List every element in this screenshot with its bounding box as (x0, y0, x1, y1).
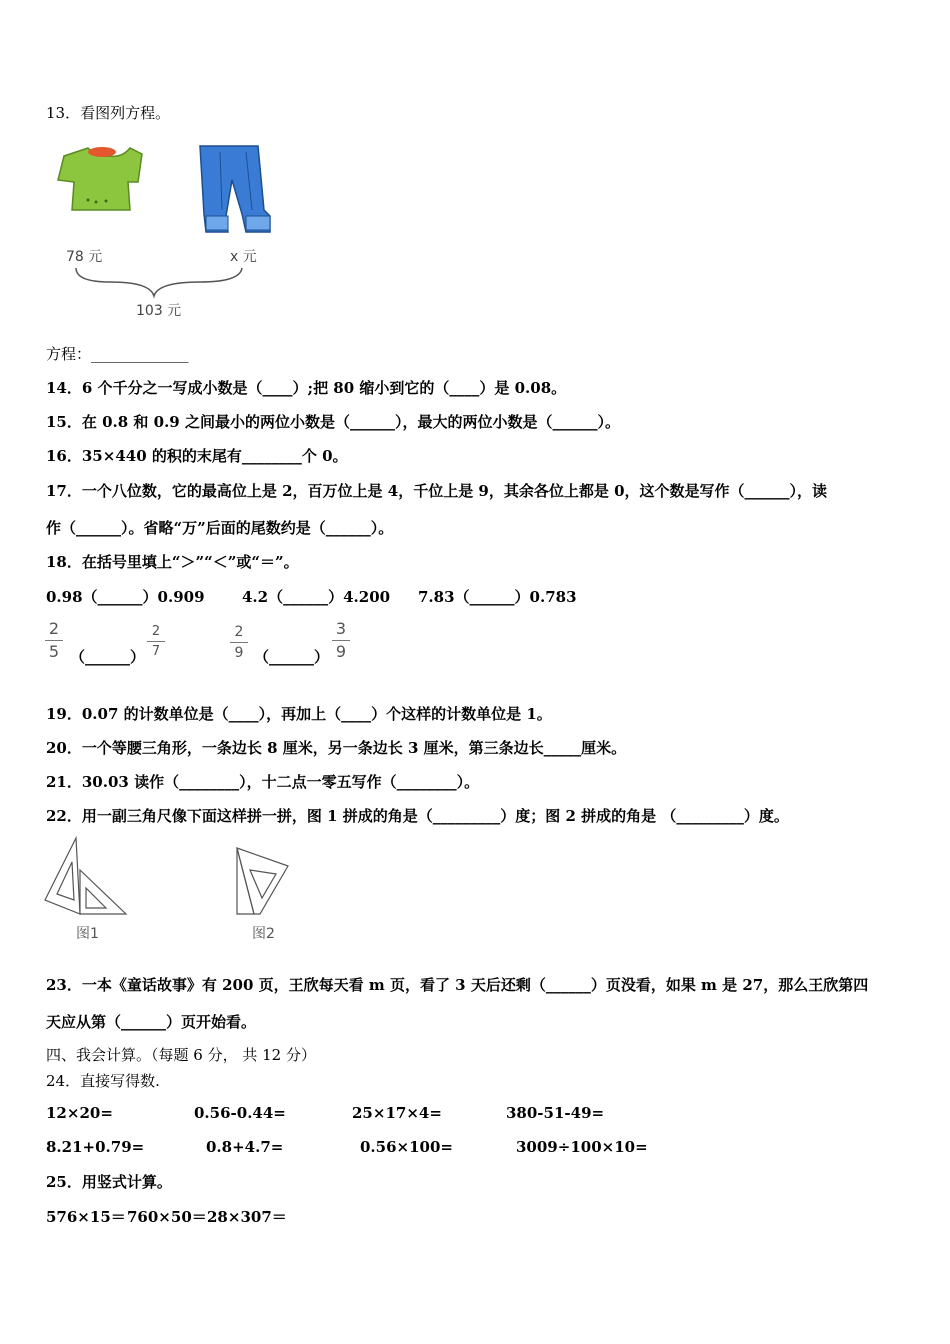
q19: 19．0.07 的计数单位是（____），再加上（____）个这样的计数单位是 1。 (46, 705, 552, 723)
q13-title: 13．看图列方程。 (46, 104, 171, 122)
numerator: 2 (234, 624, 244, 640)
q18-compare-2: 4.2（______）4.200 (242, 588, 391, 606)
pants-image (200, 146, 270, 232)
q13-figure (50, 140, 280, 330)
q21: 21．30.03 读作（________），十二点一零五写作（________）。 (46, 773, 480, 791)
denominator: 9 (335, 642, 347, 661)
label-pants: x 元 (230, 249, 257, 265)
q17-line1: 17．一个八位数，它的最高位上是 2，百万位上是 4，千位上是 9，其余各位上都是 0，这个数是写作（______），读 (46, 482, 828, 500)
figure-2 (237, 848, 288, 914)
q24-r2-c1: 8.21+0.79= (46, 1138, 145, 1156)
q23-line2: 天应从第（______）页开始看。 (46, 1013, 257, 1031)
q25-item-1: 576×15＝ (46, 1208, 126, 1226)
q25-item-2: 760×50＝ (127, 1208, 207, 1226)
denominator: 9 (234, 645, 244, 661)
q24-r1-c1: 12×20= (46, 1104, 113, 1122)
q16: 16．35×440 的积的末尾有________个 0。 (46, 447, 348, 465)
q22-figure (40, 834, 310, 946)
fraction-2-5 (45, 620, 63, 661)
numerator: 3 (335, 619, 347, 638)
q18-fraction-blank-2: （______） (254, 648, 330, 666)
q22: 22．用一副三角尺像下面这样拼一拼，图 1 拼成的角是（_________）度；图 2 拼成的角是 （_________）度。 (46, 807, 789, 825)
q25-title: 25．用竖式计算。 (46, 1173, 172, 1191)
q24-r1-c2: 0.56-0.44= (194, 1104, 286, 1122)
numerator: 2 (48, 619, 60, 638)
fig2-label: 图2 (252, 926, 275, 942)
fraction-2-7 (147, 624, 165, 659)
numerator: 2 (151, 624, 161, 639)
q14: 14．6 个千分之一写成小数是（____）;把 80 缩小到它的（____）是 0.08。 (46, 379, 567, 397)
q24-r1-c4: 380-51-49= (506, 1104, 605, 1122)
q15: 15．在 0.8 和 0.9 之间最小的两位小数是（______），最大的两位小数是（______）。 (46, 413, 620, 431)
q18-compare-1: 0.98（______）0.909 (46, 588, 205, 606)
section-4-heading: 四、我会计算。（每题 6 分， 共 12 分） (46, 1046, 316, 1064)
q18-title: 18．在括号里填上“＞”“＜”或“＝”。 (46, 553, 299, 571)
denominator: 7 (151, 644, 161, 659)
fig1-label: 图1 (76, 926, 99, 942)
q18-compare-3: 7.83（______）0.783 (418, 588, 577, 606)
q13-equation: 方程：_____________ (46, 345, 189, 363)
shirt-image (58, 147, 142, 210)
fraction-3-9 (332, 620, 350, 661)
q17-line2: 作（______）。省略“万”后面的尾数约是（______）。 (46, 519, 394, 537)
q24-r2-c4: 3009÷100×10= (516, 1138, 648, 1156)
q20: 20．一个等腰三角形，一条边长 8 厘米，另一条边长 3 厘米，第三条边长_____厘米。 (46, 739, 627, 757)
q25-item-3: 28×307＝ (207, 1208, 287, 1226)
q24-title: 24．直接写得数. (46, 1072, 160, 1090)
q24-r1-c3: 25×17×4= (352, 1104, 442, 1122)
label-shirt: 78 元 (66, 249, 103, 265)
q18-fraction-blank-1: （______） (70, 648, 146, 666)
label-total: 103 元 (136, 303, 182, 319)
q24-r2-c2: 0.8+4.7= (206, 1138, 284, 1156)
denominator: 5 (48, 642, 60, 661)
total-brace (76, 268, 242, 296)
q24-r2-c3: 0.56×100= (360, 1138, 453, 1156)
fraction-2-9 (230, 624, 248, 661)
q23-line1: 23．一本《童话故事》有 200 页，王欣每天看 m 页，看了 3 天后还剩（______）页没看，如果 m 是 27，那么王欣第四 (46, 976, 869, 994)
figure-1 (45, 838, 126, 914)
